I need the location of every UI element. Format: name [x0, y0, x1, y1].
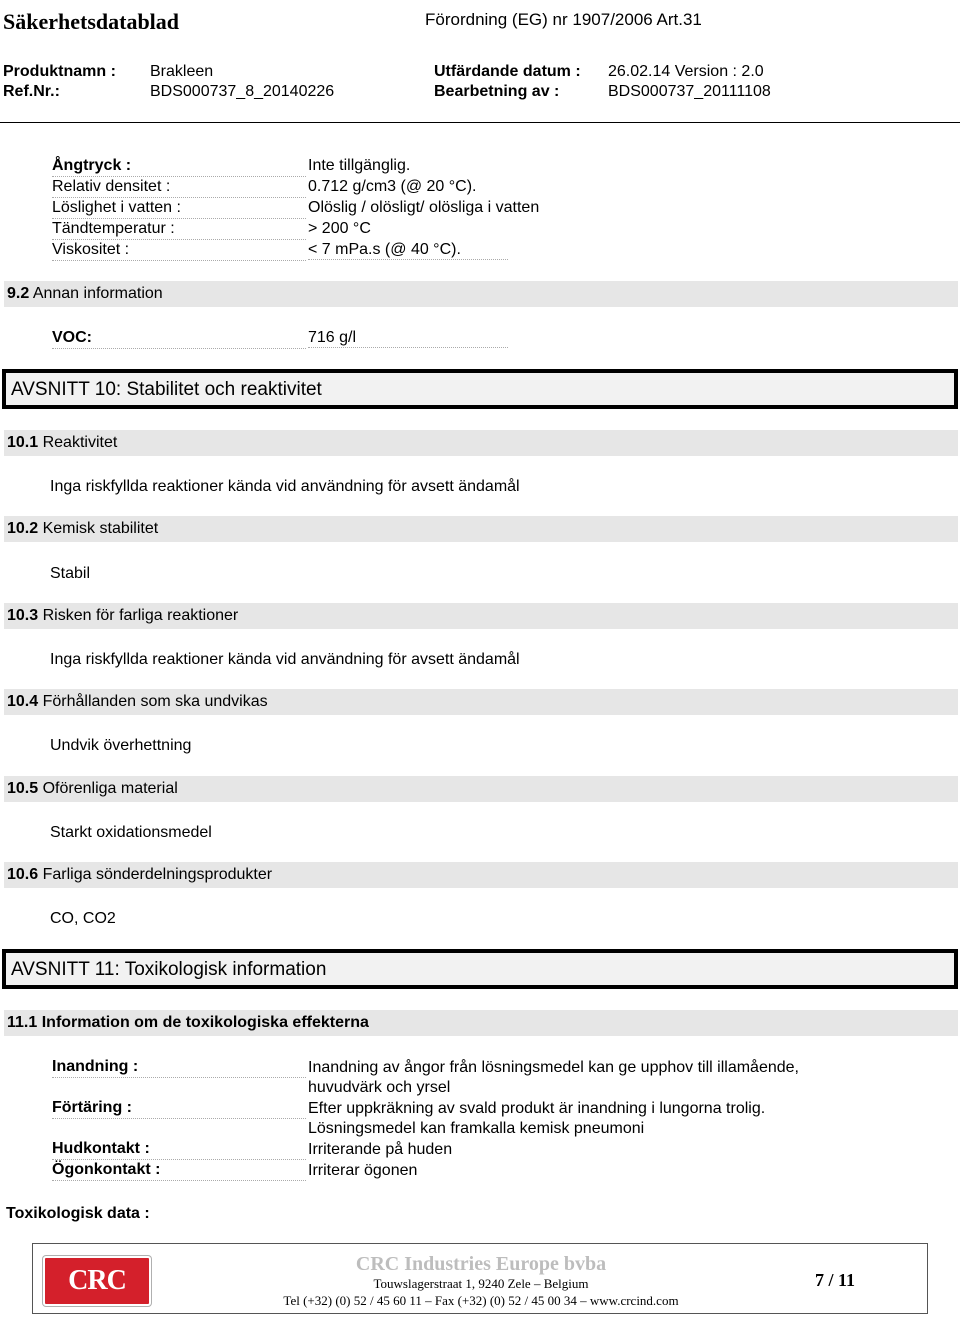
subsection-number: 10.1: [7, 434, 39, 451]
effect-line: Irriterande på huden: [308, 1141, 453, 1158]
subsection-9-2-header: [4, 281, 958, 307]
subsection-10-5-text: Starkt oxidationsmedel: [50, 824, 212, 841]
effect-line: Irriterar ögonen: [308, 1162, 418, 1179]
effect-label-eye: Ögonkontakt :: [52, 1161, 306, 1181]
property-label: Viskositet :: [52, 241, 306, 261]
subsection-number: 9.2: [7, 285, 30, 302]
voc-row: [52, 329, 532, 350]
page-number: 7 / 11: [815, 1270, 856, 1290]
subsection-title: Förhållanden som ska undvikas: [42, 693, 268, 710]
ref-nr-value: BDS000737_8_20140226: [150, 83, 335, 100]
document-title: Säkerhetsdatablad: [3, 9, 180, 34]
effect-value-inhalation: [308, 1058, 908, 1098]
header-row-ref: [0, 83, 960, 103]
subsection-10-1-text: Inga riskfyllda reaktioner kända vid användning för avsett ändamål: [50, 478, 520, 495]
revision-value: BDS000737_20111108: [608, 83, 771, 100]
product-name-label: Produktnamn :: [3, 63, 116, 80]
property-row: [52, 157, 532, 178]
subsection-10-5-header: [4, 776, 958, 802]
effect-line: Efter uppkräkning av svald produkt är inandning i lungorna trolig.: [308, 1100, 766, 1117]
page-footer: [32, 1243, 928, 1314]
subsection-number: 10.5: [7, 780, 39, 797]
property-row: [52, 241, 532, 262]
effect-value-eye: [308, 1161, 908, 1181]
subsection-number: 10.6: [7, 866, 39, 883]
effect-label-inhalation: Inandning :: [52, 1058, 306, 1078]
property-label: Ångtryck :: [52, 157, 306, 177]
subsection-title: Kemisk stabilitet: [42, 520, 159, 537]
effect-line: Lösningsmedel kan framkalla kemisk pneumoni: [308, 1120, 645, 1137]
subsection-number: 10.2: [7, 520, 39, 537]
subsection-10-1-header: [4, 430, 958, 456]
revision-label: Bearbetning av :: [434, 83, 560, 100]
subsection-title: Risken för farliga reaktioner: [42, 607, 239, 624]
subsection-10-6-text: CO, CO2: [50, 910, 116, 927]
header-row-product: [0, 63, 960, 83]
property-value: Olöslig / olösligt/ olösliga i vatten: [308, 199, 540, 216]
ref-nr-label: Ref.Nr.:: [3, 83, 60, 100]
subsection-10-4-text: Undvik överhettning: [50, 737, 192, 754]
property-label: Tändtemperatur :: [52, 220, 306, 240]
property-row: [52, 178, 532, 199]
subsection-number: 10.3: [7, 607, 39, 624]
property-row: [52, 199, 540, 220]
logo-text: CRC: [68, 1265, 126, 1296]
effect-label-ingestion: Förtäring :: [52, 1099, 306, 1119]
regulation-reference: Förordning (EG) nr 1907/2006 Art.31: [425, 10, 702, 29]
subsection-number: 11.1: [7, 1014, 38, 1031]
subsection-title: Farliga sönderdelningsprodukter: [42, 866, 273, 883]
property-label: Relativ densitet :: [52, 178, 306, 198]
toxicological-data-label: Toxikologisk data :: [6, 1205, 150, 1222]
subsection-10-2-header: [4, 516, 958, 542]
subsection-number: 10.4: [7, 693, 39, 710]
subsection-10-4-header: [4, 689, 958, 715]
footer-address: Touwslagerstraat 1, 9240 Zele – Belgium: [373, 1276, 589, 1291]
section-11-heading: AVSNITT 11: Toxikologisk information: [2, 949, 958, 989]
product-name-value: Brakleen: [150, 63, 214, 80]
voc-label: VOC:: [52, 329, 306, 349]
property-value: > 200 °C: [308, 220, 371, 237]
subsection-title: Information om de toxikologiska effekterna: [41, 1014, 369, 1031]
effect-label-skin: Hudkontakt :: [52, 1140, 306, 1160]
issue-date-label: Utfärdande datum :: [434, 63, 581, 80]
property-label: Löslighet i vatten :: [52, 199, 306, 219]
effect-value-ingestion: [308, 1099, 908, 1139]
subsection-title: Oförenliga material: [42, 780, 178, 797]
property-row: [52, 220, 532, 241]
effect-value-skin: [308, 1140, 908, 1160]
footer-contact: Tel (+32) (0) 52 / 45 60 11 – Fax (+32) (0) 52 / 45 00 34 – www.crcind.com: [283, 1293, 679, 1308]
property-value: 0.712 g/cm3 (@ 20 °C).: [308, 178, 477, 195]
subsection-10-3-header: [4, 603, 958, 629]
footer-company: CRC Industries Europe bvba: [355, 1253, 607, 1275]
property-value: < 7 mPa.s (@ 40 °C).: [308, 241, 508, 260]
effect-line: huvudvärk och yrsel: [308, 1079, 451, 1096]
section-10-heading: AVSNITT 10: Stabilitet och reaktivitet: [2, 369, 958, 409]
header-divider: [0, 122, 960, 123]
effect-line: Inandning av ångor från lösningsmedel kan ge upphov till illamående,: [308, 1059, 799, 1076]
voc-value: 716 g/l: [308, 329, 508, 348]
property-value: Inte tillgänglig.: [308, 157, 411, 174]
subsection-title: Annan information: [32, 285, 163, 302]
subsection-title: Reaktivitet: [42, 434, 118, 451]
subsection-11-1-header: [4, 1010, 958, 1036]
issue-date-value: 26.02.14 Version : 2.0: [608, 63, 764, 80]
subsection-10-2-text: Stabil: [50, 565, 91, 582]
subsection-10-6-header: [4, 862, 958, 888]
subsection-10-3-text: Inga riskfyllda reaktioner kända vid användning för avsett ändamål: [50, 651, 520, 668]
